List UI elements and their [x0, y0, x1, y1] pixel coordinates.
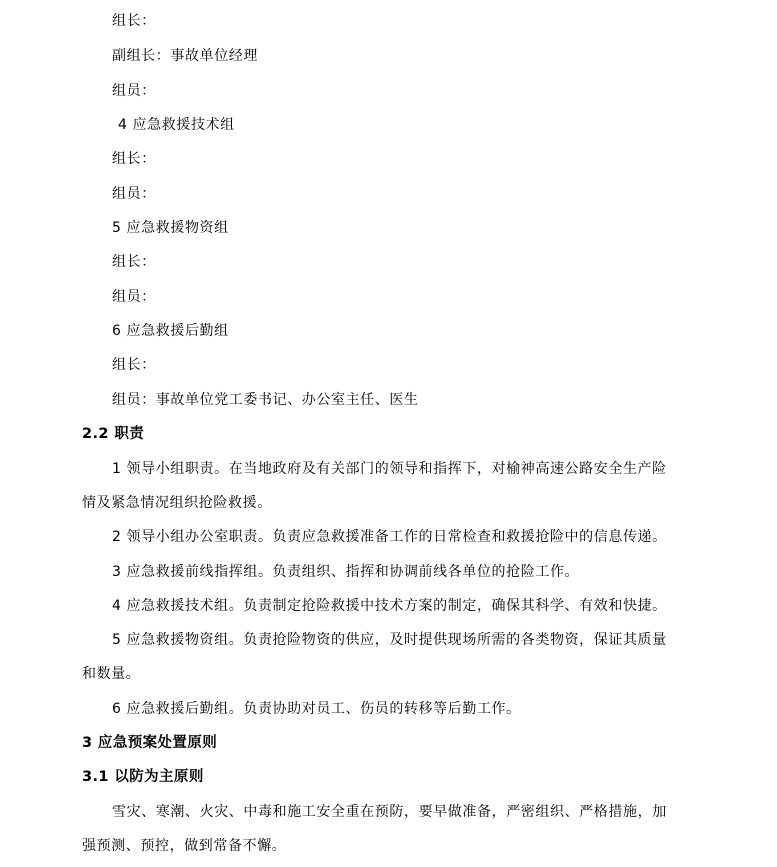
group-6-leader: 组长： — [112, 357, 156, 373]
group-5-members: 组员： — [112, 289, 156, 305]
group-5-title: 5 应急救援物资组 — [112, 220, 229, 236]
duty-3: 3 应急救援前线指挥组。负责组织、指挥和协调前线各单位的抢险工作。 — [112, 564, 580, 580]
duty-1-line-2: 情及紧急情况组织抢险救援。 — [82, 495, 272, 511]
principle-para-line-1: 雪灾、寒潮、火灾、中毒和施工安全重在预防，要早做准备，严密组织、严格措施，加 — [112, 804, 667, 820]
roster-deputy-leader-line: 副组长：事故单位经理 — [112, 48, 258, 64]
duty-2: 2 领导小组办公室职责。负责应急救援准备工作的日常检查和救援抢险中的信息传递。 — [112, 529, 667, 545]
group-4-title: 4 应急救援技术组 — [118, 117, 235, 133]
principle-para-line-2: 强预测、预控，做到常备不懈。 — [82, 838, 287, 854]
duty-5-line-2: 和数量。 — [82, 666, 141, 682]
duty-4: 4 应急救援技术组。负责制定抢险救援中技术方案的制定，确保其科学、有效和快捷。 — [112, 598, 667, 614]
group-4-leader: 组长： — [112, 151, 156, 167]
roster-leader-line: 组长： — [112, 13, 156, 29]
roster-members-line: 组员： — [112, 83, 156, 99]
group-4-members: 组员： — [112, 186, 156, 202]
section-2-2-heading: 2.2 职责 — [82, 426, 145, 442]
group-6-title: 6 应急救援后勤组 — [112, 323, 229, 339]
section-3-heading: 3 应急预案处置原则 — [82, 735, 218, 751]
group-5-leader: 组长： — [112, 254, 156, 270]
duty-6: 6 应急救援后勤组。负责协助对员工、伤员的转移等后勤工作。 — [112, 701, 521, 717]
duty-1-line-1: 1 领导小组职责。在当地政府及有关部门的领导和指挥下，对榆神高速公路安全生产险 — [112, 461, 667, 477]
section-3-1-heading: 3.1 以防为主原则 — [82, 769, 204, 785]
duty-5-line-1: 5 应急救援物资组。负责抢险物资的供应，及时提供现场所需的各类物资，保证其质量 — [112, 632, 667, 648]
group-6-members: 组员：事故单位党工委书记、办公室主任、医生 — [112, 392, 419, 408]
